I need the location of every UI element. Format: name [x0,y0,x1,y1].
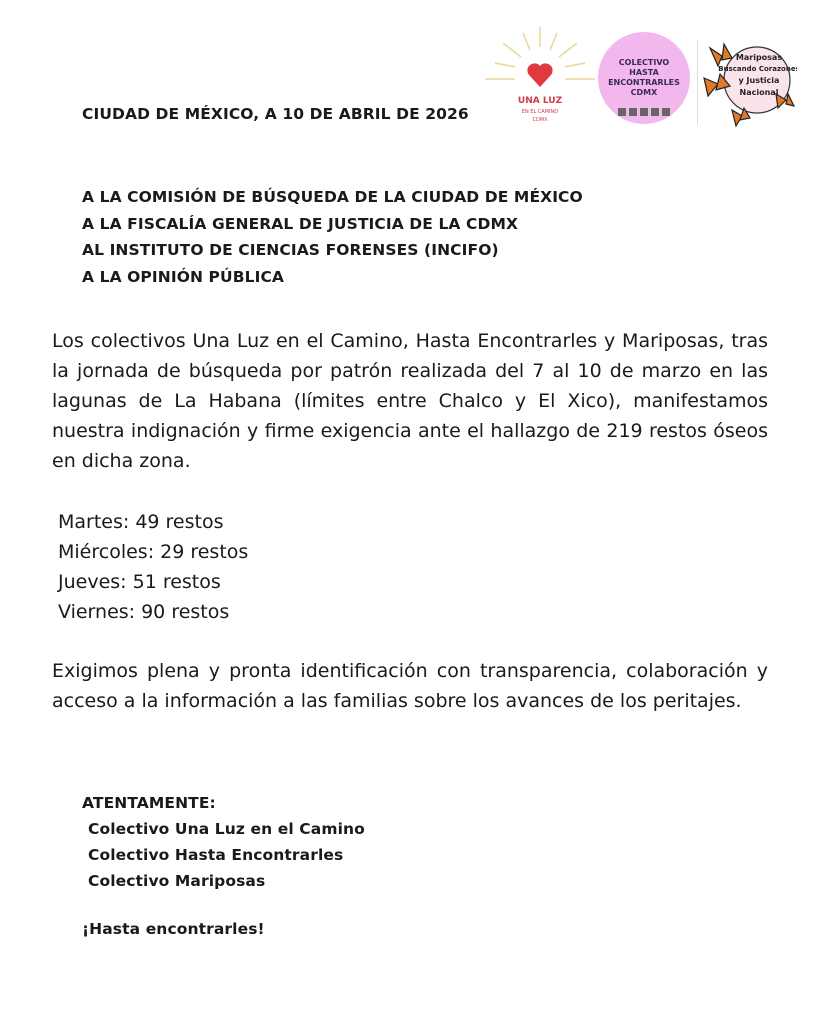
addressee: A LA FISCALÍA GENERAL DE JUSTICIA DE LA CDMX [82,214,519,233]
addressee: A LA COMISIÓN DE BÚSQUEDA DE LA CIUDAD DE MÉXICO [82,188,583,206]
svg-text:Nacional: Nacional [739,88,779,97]
butterfly-icon [702,38,797,130]
svg-text:CDMX: CDMX [532,117,548,123]
closing-slogan: ¡Hasta encontrarles! [82,920,265,938]
signature-heading: ATENTAMENTE: [82,794,216,812]
svg-text:EN EL CAMINO: EN EL CAMINO [521,109,559,115]
svg-text:Mariposas: Mariposas [735,53,783,62]
date-line: CIUDAD DE MÉXICO, A 10 DE ABRIL DE 2026 [82,105,469,123]
logo-hasta-encontrarles [598,32,690,124]
svg-text:Buscando Corazones: Buscando Corazones [718,65,797,73]
logo-mariposas [702,38,797,130]
svg-text:y Justicia: y Justicia [738,76,780,85]
signature-block [82,790,365,894]
finding-item: Martes: 49 restos [58,511,224,533]
divider [697,40,698,125]
addressees [82,184,583,290]
addressee: AL INSTITUTO DE CIENCIAS FORENSES (INCIFO) [82,241,499,259]
findings-list [58,507,248,627]
signatory: Colectivo Hasta Encontrarles [88,846,344,864]
addressee: A LA OPINIÓN PÚBLICA [82,267,285,286]
svg-text:UNA LUZ: UNA LUZ [517,96,563,106]
logo-text: CDMX [630,88,658,97]
signatory: Colectivo Mariposas [88,872,266,890]
finding-item: Viernes: 90 restos [58,601,230,623]
finding-item: Miércoles: 29 restos [58,541,249,563]
logo-text: COLECTIVO [618,58,670,67]
finding-item: Jueves: 51 restos [58,571,221,593]
qr-codes-icon [598,108,690,116]
logo-text: HASTA ENCONTRARLES [608,68,680,87]
demand-paragraph: Exigimos plena y pronta identificación con transparencia, colaboración y acceso a la información a las familias sobre los avances de los peritajes. [52,660,768,712]
body-paragraph: Los colectivos Una Luz en el Camino, Hasta Encontrarles y Mariposas, tras la jornada de búsqueda por patrón realizada del 7 al 10 de marzo en las lagunas de La Habana (límites entre Chalco y El Xico), manifestamos nuestra indignación y firme exigencia ante el hallazgo de 219 restos óseos en dicha zona. [52,330,768,472]
sun-heart-icon [485,25,595,125]
signatory: Colectivo Una Luz en el Camino [88,820,365,838]
logo-una-luz [485,25,595,125]
